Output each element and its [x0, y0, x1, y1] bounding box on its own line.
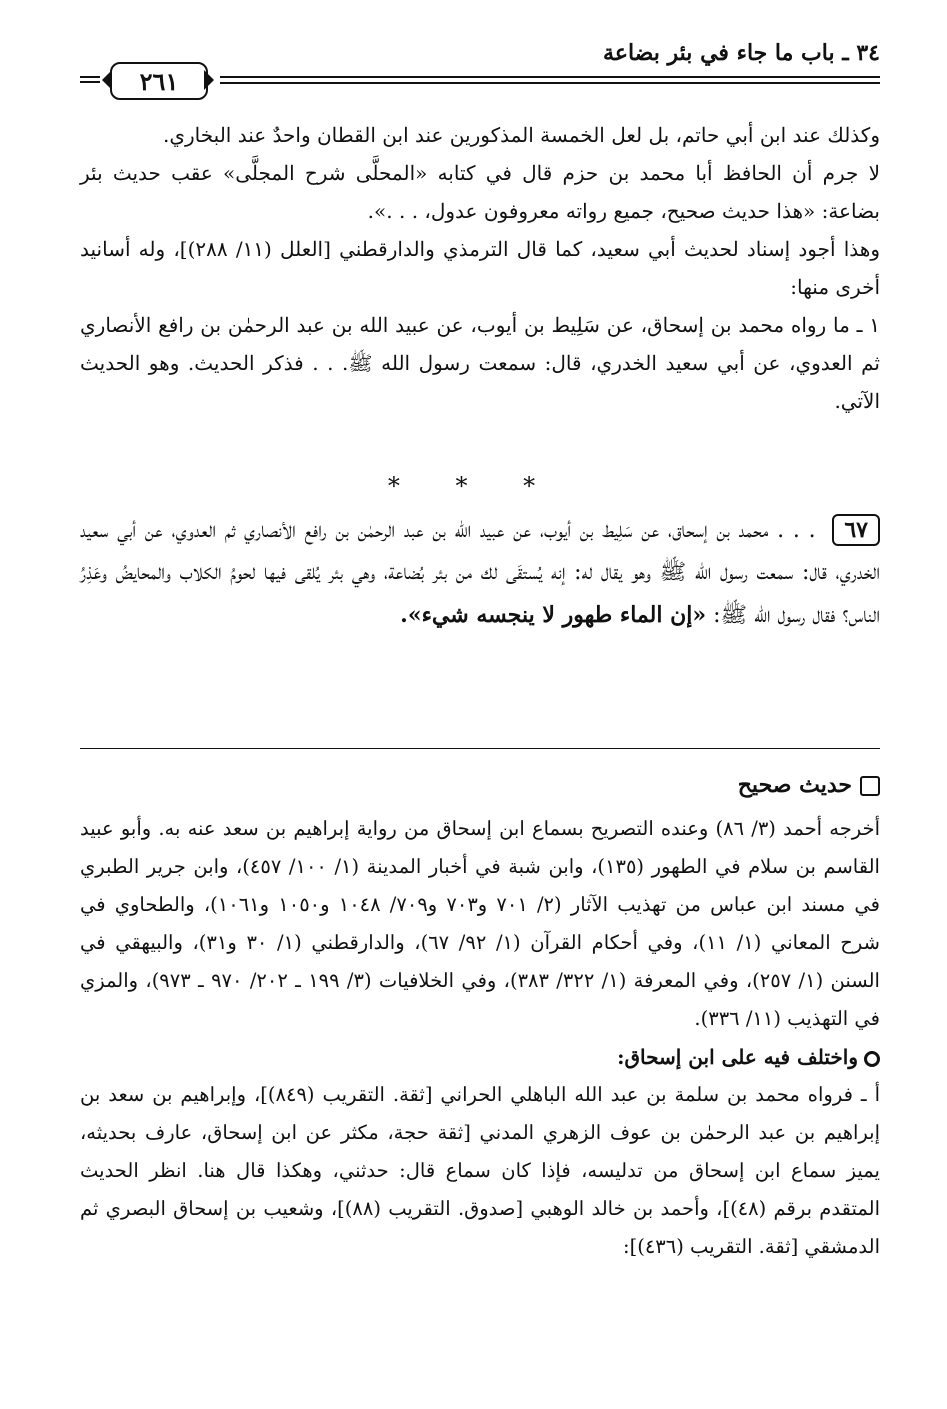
intro-paragraph-3: وهذا أجود إسناد لحديث أبي سعيد، كما قال الترمذي والدارقطني [العلل (١١/ ٢٨٨)]، وله أسانيد أخرى منها: [80, 237, 880, 299]
bullet-icon [864, 1051, 880, 1067]
hadith-quote: «إن الماء طهور لا ينجسه شيء». [400, 602, 707, 628]
grading-title [80, 772, 880, 798]
book-icon [860, 776, 880, 796]
header-rule-bottom [220, 82, 880, 84]
page-number: ٢٦١ [139, 66, 179, 96]
hadith-text: . . . محمد بن إسحاق، عن سَلِيط بن أيوب، عن عبيد الله بن عبد الرحمٰن بن رافع الأنصاري ثم العدوي، عن أبي سعيد الخدري، قال: سمعت رسول الله ﷺ وهو يقال له: إنه يُستقَى لك من بئر بُضاعة، وهي بئر يُلقى فيها لحومُ الكلاب والمحايضُ وعَذِرُ الناس؟ فقال رسول الله ﷺ: [80, 518, 880, 628]
section-separator: * * * [387, 472, 560, 500]
page-number-badge [110, 62, 208, 100]
chapter-title: ٣٤ ـ باب ما جاء في بئر بضاعة [603, 40, 880, 66]
intro-text [80, 116, 880, 420]
page-header [80, 30, 880, 100]
grading-paragraph-1: أخرجه أحمد (٣/ ٨٦) وعنده التصريح بسماع ابن إسحاق من رواية إبراهيم بن سعد عنه به. وأبو عبيد القاسم بن سلام في الطهور (١٣٥)، وابن شبة في أخبار المدينة (١/ ١٠٠/ ٤٥٧)، وابن جرير الطبري في مسند ابن عباس من تهذيب الآثار (٢/ ٧٠١ و٧٠٣ و٧٠٩/ ١٠٤٨ و١٠٥٠ و١٠٦١)، والطحاوي في شرح المعاني (١/ ١١)، وفي أحكام القرآن (١/ ٩٢/ ٦٧)، والدارقطني (١/ ٣٠ و٣١)، والبيهقي في السنن (١/ ٢٥٧)، وفي المعرفة (١/ ٣٢٢/ ٣٨٣)، وفي الخلافيات (٣/ ١٩٩ ـ ٢٠٢/ ٩٧٠ ـ ٩٧٣)، والمزي في التهذيب (١١/ ٣٣٦). [80, 817, 881, 1030]
intro-paragraph-4: ١ ـ ما رواه محمد بن إسحاق، عن سَلِيط بن أيوب، عن عبيد الله بن عبد الرحمٰن بن رافع الأنصاري ثم العدوي، عن أبي سعيد الخدري، قال: سمعت رسول الله ﷺ. . . فذكر الحديث. وهو الحديث الآتي. [80, 313, 880, 413]
header-rule-left [80, 76, 100, 86]
page-badge-right-arrow [204, 70, 214, 90]
footnote-divider [80, 748, 880, 749]
hadith-block [80, 510, 880, 637]
intro-paragraph-1: وكذلك عند ابن أبي حاتم، بل لعل الخمسة المذكورين عند ابن القطان واحدٌ عند البخاري. [162, 123, 880, 147]
grading-subtitle [80, 1038, 880, 1076]
grading-paragraph-2: أ ـ فرواه محمد بن سلمة بن عبد الله الباهلي الحراني [ثقة. التقريب (٨٤٩)]، وإبراهيم بن سعد بن إبراهيم بن عبد الرحمٰن بن عوف الزهري المدني [ثقة حجة، مكثر عن ابن إسحاق، عارف بحديثه، يميز سماع ابن إسحاق من تدليسه، فإذا كان سماع قال: حدثني، وهكذا قال هنا. انظر الحديث المتقدم برقم (٤٨)]، وأحمد بن خالد الوهبي [صدوق. التقريب (٨٨)]، وشعيب بن إسحاق البصري ثم الدمشقي [ثقة. التقريب (٤٣٦)]: [80, 1083, 880, 1258]
grading-subtitle-text: واختلف فيه على ابن إسحاق: [617, 1045, 858, 1069]
hadith-number-badge: ٦٧ [832, 514, 880, 546]
intro-paragraph-2: لا جرم أن الحافظ أبا محمد بن حزم قال في كتابه «المحلَّى شرح المجلَّى» عقب حديث بئر بضاعة: «هذا حديث صحيح، جميع رواته معروفون عدول، . . .». [80, 161, 880, 223]
grading-text [80, 810, 880, 1266]
grading-title-text: حديث صحيح [737, 772, 852, 798]
header-rule-top [220, 76, 880, 78]
hadith-paragraph [80, 510, 880, 637]
